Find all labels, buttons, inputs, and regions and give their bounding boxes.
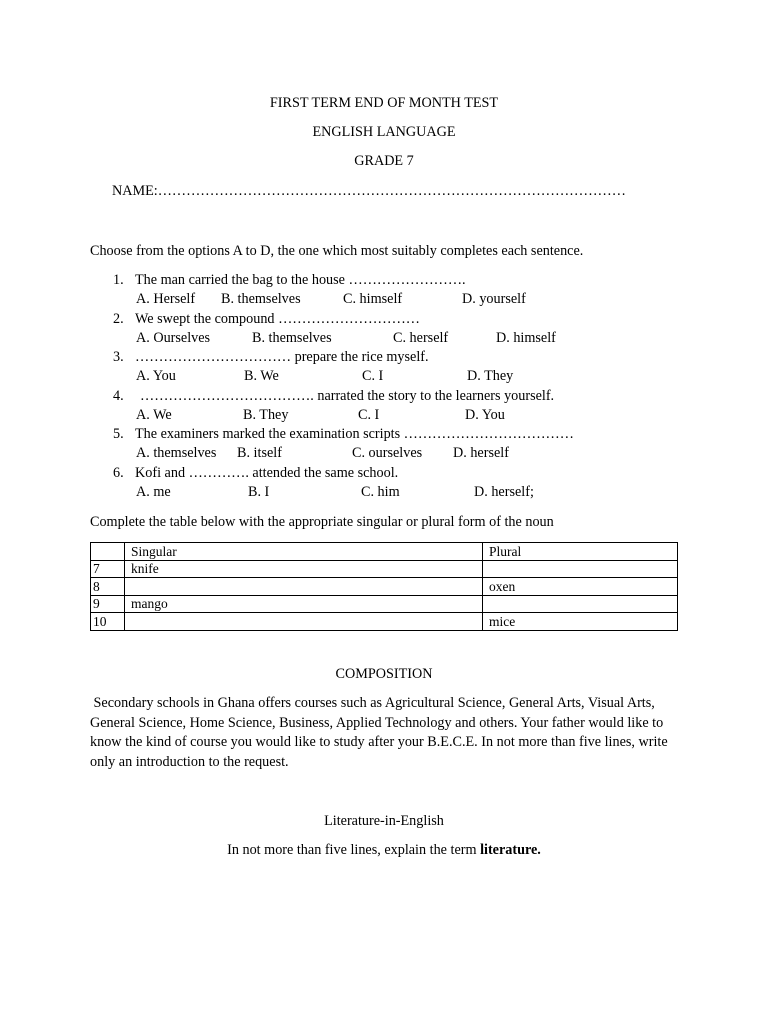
plural-cell [483,560,678,578]
question-number: 4. [113,388,124,404]
question-number: 3. [113,349,124,365]
question-number: 5. [113,426,124,442]
literature-heading: Literature-in-English [324,813,444,829]
option-c: C. him [361,484,400,500]
option-d: D. You [465,407,505,423]
table-row [91,560,678,578]
option-b: B. itself [237,445,282,461]
singular-cell: mango [125,595,483,613]
plural-header: Plural [483,543,678,561]
question-text: …………………………… prepare the rice myself. [135,349,429,365]
question-number: 6. [113,465,124,481]
option-a: A. me [136,484,171,500]
table-row [91,578,678,596]
row-number: 8 [91,578,125,596]
table-row [91,595,678,613]
question-number: 1. [113,272,124,288]
question-text: Kofi and …………. attended the same school. [135,465,399,481]
literature-prompt-text: In not more than five lines, explain the term [227,842,481,858]
section-b-instruction: Complete the table below with the appropriate singular or plural form of the noun [90,514,554,530]
section-a-instruction: Choose from the options A to D, the one which most suitably completes each sentence. [90,243,584,259]
option-b: B. They [243,407,289,423]
singular-cell [125,578,483,596]
test-title: FIRST TERM END OF MONTH TEST [269,95,499,111]
singular-cell: knife [125,560,483,578]
table-header-cell [91,543,125,561]
plural-cell: mice [483,613,678,631]
plural-cell: oxen [483,578,678,596]
option-d: D. They [467,368,514,384]
option-c: C. herself [393,330,449,346]
option-d: D. himself [496,330,556,346]
name-line: NAME:……………………………………………………………………………………… [112,183,626,199]
question-text: We swept the compound ………………………… [135,311,420,327]
singular-cell [125,613,483,631]
question-text: The man carried the bag to the house ……………………. [135,272,466,288]
option-d: D. herself; [474,484,534,500]
row-number: 9 [91,595,125,613]
row-number: 10 [91,613,125,631]
option-a: A. You [136,368,176,384]
subject-title: ENGLISH LANGUAGE [312,124,456,140]
option-a: A. We [136,407,172,423]
option-c: C. himself [343,291,403,307]
option-d: D. herself [453,445,509,461]
option-a: A. Herself [136,291,196,307]
question-text: The examiners marked the examination scripts ……………………………… [135,426,574,442]
option-b: B. themselves [252,330,332,346]
option-c: C. I [362,368,384,384]
literature-prompt [0,843,768,857]
question-text: ………………………………. narrated the story to the learners yourself. [140,388,555,404]
question-number: 2. [113,311,124,327]
option-a: A. themselves [136,445,217,461]
option-b: B. We [244,368,279,384]
plural-cell [483,595,678,613]
singular-header: Singular [125,543,483,561]
option-d: D. yourself [462,291,526,307]
literature-term: literature. [480,842,541,858]
composition-heading: COMPOSITION [335,666,433,682]
table-row [91,613,678,631]
option-c: C. I [358,407,380,423]
row-number: 7 [91,560,125,578]
table-header-row [91,543,678,561]
noun-table [90,542,678,631]
option-b: B. I [248,484,270,500]
option-a: A. Ourselves [136,330,211,346]
option-c: C. ourselves [352,445,423,461]
option-b: B. themselves [221,291,301,307]
composition-text: Secondary schools in Ghana offers courses such as Agricultural Science, General Arts, Visual Arts, General Science, Home Science, Business, Applied Technology and others. Your father would like to know the kind of course you would like to study after your B.E.C.E. In not more than five lines, write only an introduction to the request. [90,695,672,770]
grade-title: GRADE 7 [354,153,414,169]
